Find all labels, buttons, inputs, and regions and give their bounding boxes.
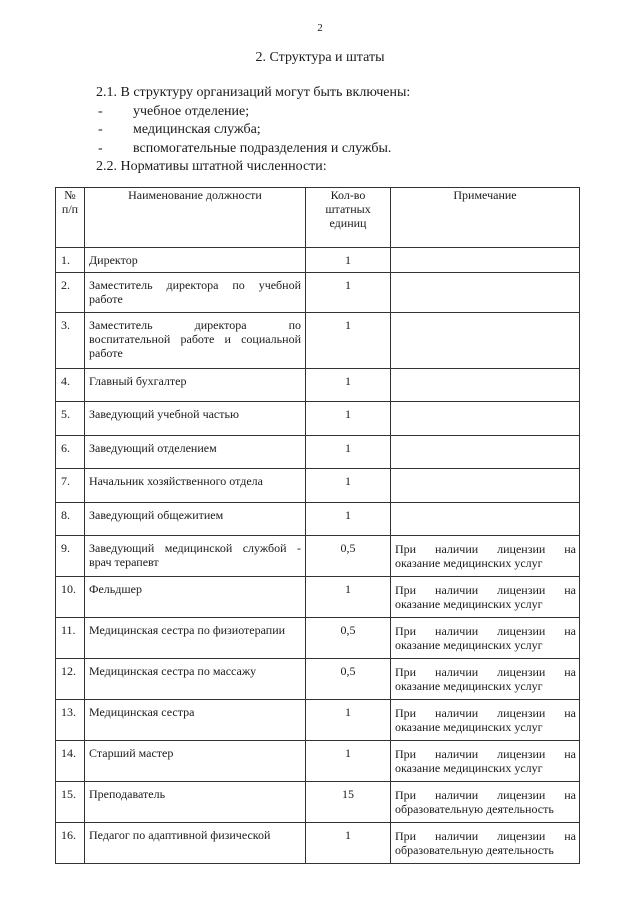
- list-item-text: учебное отделение;: [133, 103, 250, 119]
- note-line1: При наличии лицензии на: [395, 624, 576, 638]
- list-item-text: вспомогательные подразделения и службы.: [133, 140, 392, 156]
- row-number: 9.: [56, 536, 85, 577]
- header-number-line2: п/п: [61, 202, 79, 216]
- table-row: [56, 273, 580, 313]
- row-count: 1: [306, 469, 391, 503]
- row-number: 11.: [56, 618, 85, 659]
- row-count: 0,5: [306, 618, 391, 659]
- intro-block: [96, 84, 410, 177]
- intro-paragraph-structure: 2.1. В структуру организаций могут быть включены:: [96, 85, 411, 100]
- table-row: [56, 248, 580, 273]
- note-line2: оказание медицинских услуг: [395, 761, 543, 775]
- table-row: [56, 503, 580, 536]
- row-position: Начальник хозяйственного отдела: [85, 469, 306, 503]
- list-item: [96, 103, 410, 122]
- table-row: [56, 369, 580, 402]
- row-number: 13.: [56, 700, 85, 741]
- list-item: [96, 121, 410, 140]
- row-number: 4.: [56, 369, 85, 402]
- row-position: Педагог по адаптивной физической: [85, 823, 306, 864]
- note-line2: оказание медицинских услуг: [395, 556, 543, 570]
- row-count: 1: [306, 369, 391, 402]
- header-number: [56, 188, 85, 248]
- row-count: 15: [306, 782, 391, 823]
- page-number: 2: [317, 22, 323, 34]
- table-row: [56, 782, 580, 823]
- row-position: Заведующий учебной частью: [85, 402, 306, 436]
- table-row: [56, 536, 580, 577]
- note-line1: При наличии лицензии на: [395, 542, 576, 556]
- row-note: [391, 700, 580, 741]
- row-note: [391, 741, 580, 782]
- row-note: [391, 402, 580, 436]
- row-note: [391, 577, 580, 618]
- header-count-line3: единиц: [329, 216, 367, 230]
- note-line1: При наличии лицензии на: [395, 706, 576, 720]
- row-position: Фельдшер: [85, 577, 306, 618]
- row-position: Медицинская сестра: [85, 700, 306, 741]
- row-count: 1: [306, 313, 391, 369]
- row-note: [391, 273, 580, 313]
- row-number: 6.: [56, 436, 85, 469]
- row-position: Заместитель директора по воспитательной работе и социальной работе: [85, 313, 306, 369]
- row-number: 8.: [56, 503, 85, 536]
- note-line1: При наличии лицензии на: [395, 829, 576, 843]
- row-count: 0,5: [306, 536, 391, 577]
- row-count: 1: [306, 436, 391, 469]
- row-position: Преподаватель: [85, 782, 306, 823]
- row-note: [391, 618, 580, 659]
- row-number: 3.: [56, 313, 85, 369]
- list-item: [96, 140, 410, 159]
- row-number: 1.: [56, 248, 85, 273]
- header-staff-count: [306, 188, 391, 248]
- row-position: Заведующий общежитием: [85, 503, 306, 536]
- note-line2: оказание медицинских услуг: [395, 597, 543, 611]
- row-count: 1: [306, 700, 391, 741]
- row-position: Медицинская сестра по физиотерапии: [85, 618, 306, 659]
- table-row: [56, 659, 580, 700]
- note-line2: образовательную деятельность: [395, 802, 554, 816]
- table-row: [56, 577, 580, 618]
- table-row: [56, 436, 580, 469]
- header-count-line1: Кол-во: [330, 188, 366, 202]
- row-count: 1: [306, 503, 391, 536]
- staffing-table: [55, 187, 580, 864]
- row-count: 1: [306, 273, 391, 313]
- row-note: [391, 369, 580, 402]
- intro-paragraph-norms: 2.2. Нормативы штатной численности:: [96, 159, 327, 174]
- note-line1: При наличии лицензии на: [395, 583, 576, 597]
- row-note: [391, 823, 580, 864]
- row-note: [391, 659, 580, 700]
- list-dash: -: [98, 103, 103, 119]
- row-count: 1: [306, 402, 391, 436]
- note-line2: оказание медицинских услуг: [395, 638, 543, 652]
- list-item-text: медицинская служба;: [133, 122, 261, 137]
- header-number-line1: №: [64, 188, 76, 202]
- row-position: Заведующий медицинской службой - врач терапевт: [85, 536, 306, 577]
- row-count: 1: [306, 741, 391, 782]
- header-position-name: Наименование должности: [85, 188, 306, 248]
- row-position: Медицинская сестра по массажу: [85, 659, 306, 700]
- row-count: 0,5: [306, 659, 391, 700]
- row-number: 14.: [56, 741, 85, 782]
- row-position: Заведующий отделением: [85, 436, 306, 469]
- table-row: [56, 469, 580, 503]
- row-note: [391, 503, 580, 536]
- list-dash: -: [98, 122, 103, 137]
- note-line1: При наличии лицензии на: [395, 665, 576, 679]
- row-note: [391, 436, 580, 469]
- row-number: 12.: [56, 659, 85, 700]
- note-line2: оказание медицинских услуг: [395, 720, 543, 734]
- header-note: Примечание: [391, 188, 580, 248]
- row-note: [391, 536, 580, 577]
- section-title: 2. Структура и штаты: [255, 50, 385, 65]
- row-note: [391, 469, 580, 503]
- row-number: 5.: [56, 402, 85, 436]
- note-line2: образовательную деятельность: [395, 843, 554, 857]
- row-note: [391, 782, 580, 823]
- table-header-row: [56, 188, 580, 248]
- note-line1: При наличии лицензии на: [395, 788, 576, 802]
- row-number: 16.: [56, 823, 85, 864]
- list-dash: -: [98, 140, 103, 156]
- row-note: [391, 248, 580, 273]
- row-number: 7.: [56, 469, 85, 503]
- note-line2: оказание медицинских услуг: [395, 679, 543, 693]
- table-row: [56, 618, 580, 659]
- row-position: Директор: [85, 248, 306, 273]
- header-count-line2: штатных: [325, 202, 371, 216]
- row-note: [391, 313, 580, 369]
- table-row: [56, 823, 580, 864]
- row-number: 10.: [56, 577, 85, 618]
- table-row: [56, 402, 580, 436]
- row-position: Главный бухгалтер: [85, 369, 306, 402]
- row-count: 1: [306, 248, 391, 273]
- table-row: [56, 700, 580, 741]
- row-number: 2.: [56, 273, 85, 313]
- row-number: 15.: [56, 782, 85, 823]
- row-count: 1: [306, 577, 391, 618]
- table-row: [56, 313, 580, 369]
- note-line1: При наличии лицензии на: [395, 747, 576, 761]
- row-position: Заместитель директора по учебной работе: [85, 273, 306, 313]
- table-row: [56, 741, 580, 782]
- row-position: Старший мастер: [85, 741, 306, 782]
- row-count: 1: [306, 823, 391, 864]
